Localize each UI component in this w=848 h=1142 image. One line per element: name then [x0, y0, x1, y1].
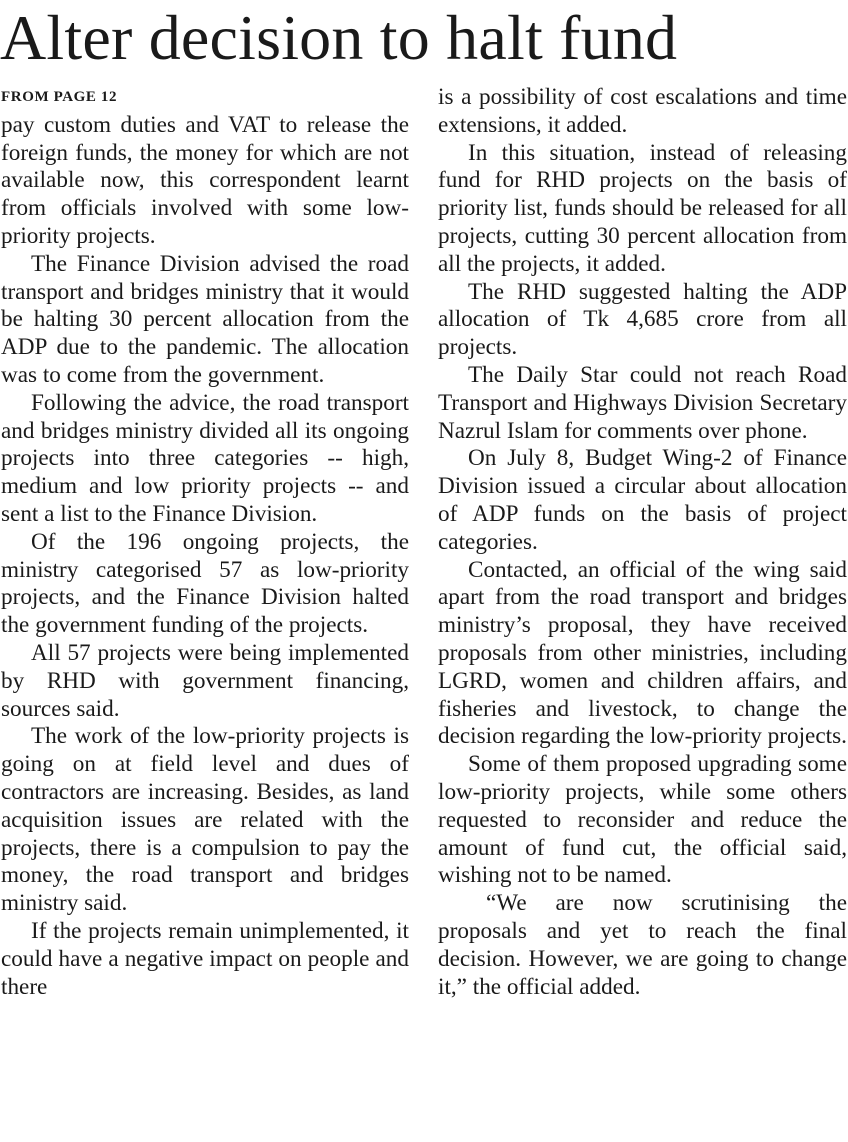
paragraph: The Daily Star could not reach Road Transport and Highways Division Secretary Nazrul Islam for comments over phone. [438, 361, 847, 444]
paragraph: All 57 projects were being implemented by RHD with government financing, sources said. [1, 639, 409, 722]
paragraph: The Finance Division advised the road transport and bridges ministry that it would be halting 30 percent allocation from the ADP due to the pandemic. The allocation was to come from the government. [1, 250, 409, 388]
paragraph: In this situation, instead of releasing fund for RHD projects on the basis of priority list, funds should be released for all projects, cutting 30 percent allocation from all the projects, it added. [438, 139, 847, 277]
paragraph: pay custom duties and VAT to release the foreign funds, the money for which are not available now, this correspondent learnt from officials involved with some low-priority projects. [1, 111, 409, 249]
paragraph: is a possibility of cost escalations and time extensions, it added. [438, 84, 847, 138]
paragraph: The RHD suggested halting the ADP allocation of Tk 4,685 crore from all projects. [438, 278, 847, 361]
article-column-right [438, 84, 847, 1001]
paragraph: The work of the low-priority projects is going on at field level and dues of contractors are increasing. Besides, as land acquisition issues are related with the projects, there is a compulsion to pay the money, the road transport and bridges ministry said. [1, 723, 409, 917]
paragraph-quote: “We are now scrutinising the proposals and yet to reach the final decision. However, we are going to change it,” the official added. [438, 890, 847, 1000]
paragraph: Some of them proposed upgrading some low-priority projects, while some others requested to reconsider and reduce the amount of fund cut, the official said, wishing not to be named. [438, 751, 847, 889]
paragraph: Following the advice, the road transport and bridges ministry divided all its ongoing projects into three categories -- high, medium and low priority projects -- and sent a list to the Finance Division. [1, 389, 409, 527]
continuation-kicker: FROM PAGE 12 [1, 89, 118, 105]
paragraph: On July 8, Budget Wing-2 of Finance Division issued a circular about allocation of ADP funds on the basis of project categories. [438, 445, 847, 555]
paragraph: If the projects remain unimplemented, it could have a negative impact on people and there [1, 917, 409, 1000]
article-column-left [1, 84, 409, 1001]
headline: Alter decision to halt fund [0, 2, 678, 73]
paragraph: Contacted, an official of the wing said apart from the road transport and bridges ministry’s proposal, they have received proposals from other ministries, including LGRD, women and children affairs, and fisheries and livestock, to change the decision regarding the low-priority projects. [438, 556, 847, 750]
paragraph: Of the 196 ongoing projects, the ministry categorised 57 as low-priority projects, and the Finance Division halted the government funding of the projects. [1, 528, 409, 639]
